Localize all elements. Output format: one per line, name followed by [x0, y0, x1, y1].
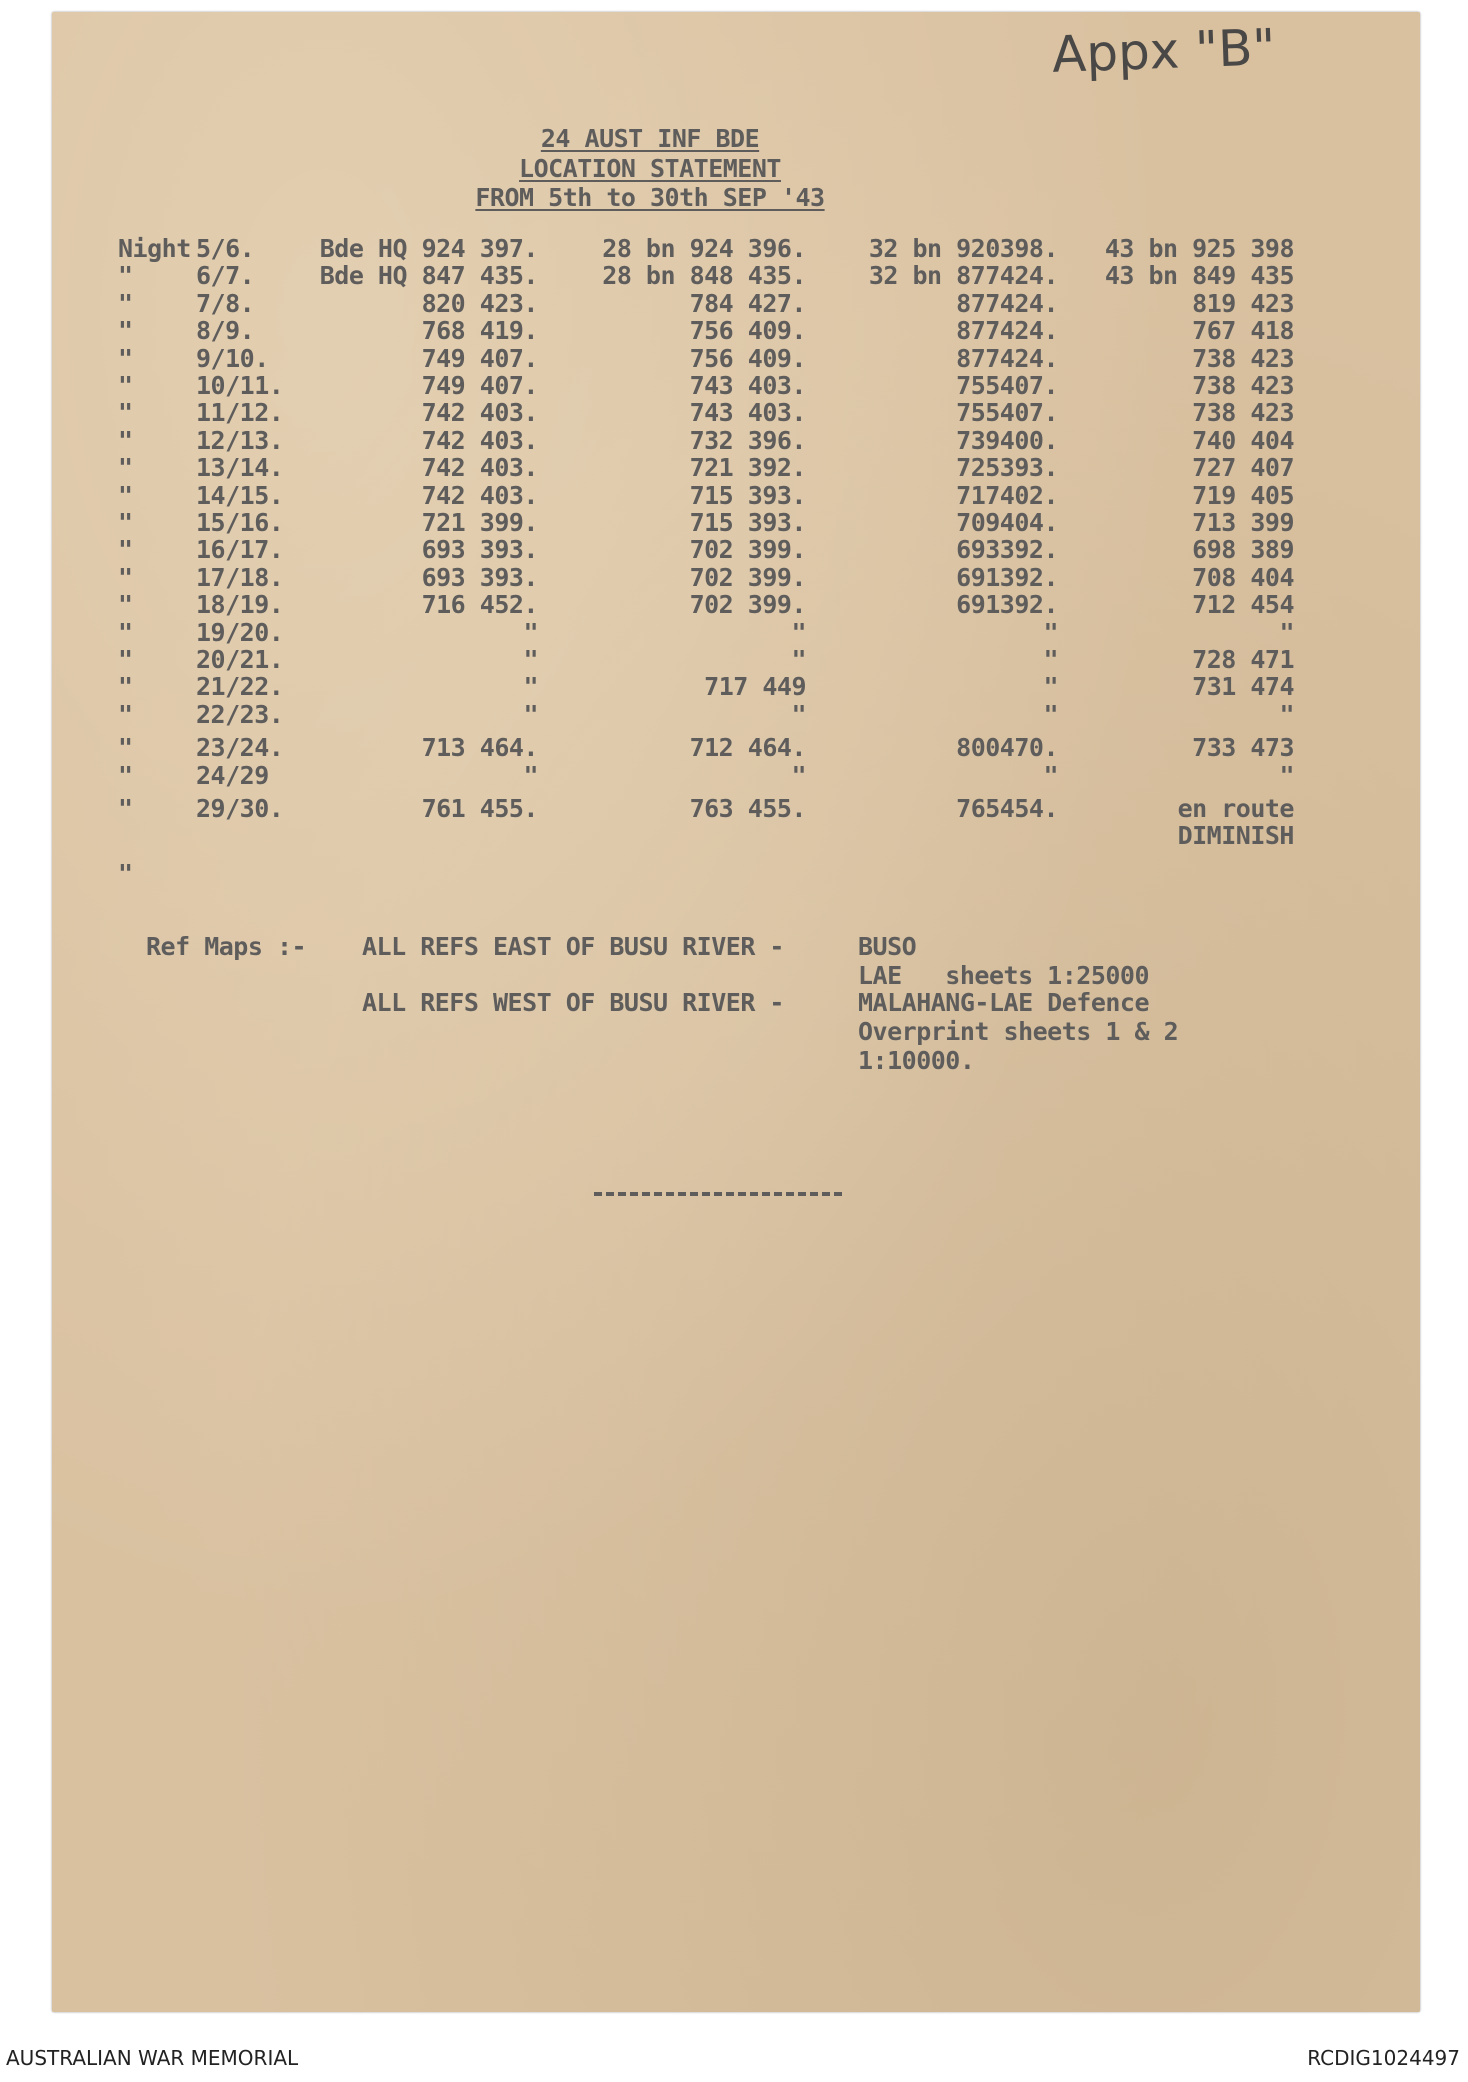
row-43-bn-ref: 740 404: [1192, 426, 1294, 455]
table-row: [0, 796, 1468, 824]
table-row: [0, 400, 1468, 428]
row-night-date: 18/19.: [196, 590, 284, 619]
row-32-bn-ref: ": [1043, 645, 1058, 674]
row-night-date: 6/7.: [196, 261, 255, 290]
row-28-bn-ref: ": [791, 761, 806, 790]
row-43-bn-ref: ": [1279, 761, 1294, 790]
row-28-bn-ref: 702 399.: [689, 535, 806, 564]
footer-record-id: RCDIG1024497: [1307, 2046, 1460, 2070]
row-32-bn-ref: 691392.: [956, 590, 1058, 619]
ref-east-line-1: BUSO: [858, 932, 917, 961]
row-bde-hq-ref: 768 419.: [421, 316, 538, 345]
table-row: [0, 565, 1468, 593]
row-43-bn-ref: 43 bn 849 435: [1104, 261, 1294, 290]
row-night-date: 5/6.: [196, 234, 255, 263]
row-32-bn-ref: 877424.: [956, 316, 1058, 345]
row-night-date: 29/30.: [196, 794, 284, 823]
row-28-bn-ref: 717 449: [704, 672, 806, 701]
row-night-date: 7/8.: [196, 289, 255, 318]
row-28-bn-ref: 756 409.: [689, 344, 806, 373]
row-night-date: 15/16.: [196, 508, 284, 537]
ref-west-line-2: Overprint sheets 1 & 2: [858, 1017, 1179, 1046]
row-32-bn-ref: 32 bn 920398.: [868, 234, 1058, 263]
row-ditto-mark: ": [118, 672, 133, 701]
row-43-bn-ref: 733 473: [1192, 733, 1294, 762]
row-bde-hq-ref: 721 399.: [421, 508, 538, 537]
row-bde-hq-ref: 693 393.: [421, 535, 538, 564]
row-43-bn-ref: en route: [1177, 794, 1294, 823]
row-ditto-mark: ": [118, 761, 133, 790]
row-28-bn-ref: 28 bn 848 435.: [602, 261, 806, 290]
row-32-bn-ref: 717402.: [956, 481, 1058, 510]
row-bde-hq-ref: 693 393.: [421, 563, 538, 592]
row-bde-hq-ref: ": [523, 618, 538, 647]
row-night-date: 17/18.: [196, 563, 284, 592]
table-row: [0, 861, 1468, 889]
row-ditto-mark: ": [118, 344, 133, 373]
row-bde-hq-ref: 761 455.: [421, 794, 538, 823]
row-ditto-mark: ": [118, 371, 133, 400]
row-ditto-mark: ": [118, 426, 133, 455]
table-row: [0, 537, 1468, 565]
row-28-bn-ref: 743 403.: [689, 371, 806, 400]
table-row: [0, 647, 1468, 675]
table-row: [0, 620, 1468, 648]
row-43-bn-ref: 727 407: [1192, 453, 1294, 482]
table-row: [0, 510, 1468, 538]
row-night-date: 8/9.: [196, 316, 255, 345]
row-bde-hq-ref: ": [523, 761, 538, 790]
row-43-bn-ref: ": [1279, 700, 1294, 729]
row-bde-hq-ref: 713 464.: [421, 733, 538, 762]
handwritten-annotation: Appx "B": [1051, 18, 1277, 84]
row-43-bn-ref: 713 399: [1192, 508, 1294, 537]
row-night-date: 14/15.: [196, 481, 284, 510]
row-ditto-mark: ": [118, 261, 133, 290]
row-bde-hq-ref: Bde HQ 924 397.: [319, 234, 538, 263]
row-bde-hq-ref: 742 403.: [421, 453, 538, 482]
row-43-bn-ref: 719 405: [1192, 481, 1294, 510]
row-43-bn-ref: 819 423: [1192, 289, 1294, 318]
row-28-bn-ref: ": [791, 700, 806, 729]
table-row: [0, 263, 1468, 291]
row-night-date: 22/23.: [196, 700, 284, 729]
row-bde-hq-ref: ": [523, 700, 538, 729]
row-43-bn-ref: 43 bn 925 398: [1104, 234, 1294, 263]
row-43-bn-ref: 738 423: [1192, 344, 1294, 373]
row-28-bn-ref: 763 455.: [689, 794, 806, 823]
row-32-bn-ref: 709404.: [956, 508, 1058, 537]
row-28-bn-ref: 732 396.: [689, 426, 806, 455]
row-ditto-mark: ": [118, 508, 133, 537]
row-32-bn-ref: 693392.: [956, 535, 1058, 564]
ref-east-line-2: LAE sheets 1:25000: [858, 961, 1150, 990]
row-night-date: 24/29: [196, 761, 269, 790]
row-bde-hq-ref: ": [523, 672, 538, 701]
row-night-date: 10/11.: [196, 371, 284, 400]
row-night-date: 20/21.: [196, 645, 284, 674]
row-32-bn-ref: 32 bn 877424.: [868, 261, 1058, 290]
ref-east-label: ALL REFS EAST OF BUSU RIVER -: [362, 932, 784, 961]
table-row: [0, 735, 1468, 763]
row-night-date: 12/13.: [196, 426, 284, 455]
row-ditto-mark: ": [118, 563, 133, 592]
table-row: [0, 483, 1468, 511]
row-43-bn-ref: 708 404: [1192, 563, 1294, 592]
table-row: [0, 674, 1468, 702]
row-32-bn-ref: 877424.: [956, 344, 1058, 373]
table-row: [0, 346, 1468, 374]
row-bde-hq-ref: 716 452.: [421, 590, 538, 619]
row-28-bn-ref: 715 393.: [689, 508, 806, 537]
row-bde-hq-ref: Bde HQ 847 435.: [319, 261, 538, 290]
row-bde-hq-ref: 742 403.: [421, 398, 538, 427]
row-28-bn-ref: 702 399.: [689, 563, 806, 592]
row-night-date: 9/10.: [196, 344, 269, 373]
row-28-bn-ref: 28 bn 924 396.: [602, 234, 806, 263]
row-bde-hq-ref: ": [523, 645, 538, 674]
row-night-date: 21/22.: [196, 672, 284, 701]
row-ditto-mark: ": [118, 859, 133, 888]
row-ditto-mark: ": [118, 453, 133, 482]
row-43-bn-ref: DIMINISH: [1177, 821, 1294, 850]
row-28-bn-ref: 756 409.: [689, 316, 806, 345]
row-28-bn-ref: 721 392.: [689, 453, 806, 482]
row-43-bn-ref: 738 423: [1192, 371, 1294, 400]
row-bde-hq-ref: 742 403.: [421, 426, 538, 455]
row-28-bn-ref: 715 393.: [689, 481, 806, 510]
row-ditto-mark: ": [118, 398, 133, 427]
row-28-bn-ref: 743 403.: [689, 398, 806, 427]
row-bde-hq-ref: 749 407.: [421, 371, 538, 400]
row-ditto-mark: ": [118, 590, 133, 619]
table-row: [0, 236, 1468, 264]
row-ditto-mark: ": [118, 481, 133, 510]
row-night-date: 19/20.: [196, 618, 284, 647]
row-43-bn-ref: 728 471: [1192, 645, 1294, 674]
row-bde-hq-ref: 742 403.: [421, 481, 538, 510]
title-unit: 24 AUST INF BDE: [540, 124, 760, 153]
row-bde-hq-ref: 749 407.: [421, 344, 538, 373]
ref-west-label: ALL REFS WEST OF BUSU RIVER -: [362, 988, 784, 1017]
row-32-bn-ref: ": [1043, 672, 1058, 701]
row-28-bn-ref: ": [791, 645, 806, 674]
row-43-bn-ref: 738 423: [1192, 398, 1294, 427]
table-row: [0, 373, 1468, 401]
row-43-bn-ref: 767 418: [1192, 316, 1294, 345]
row-28-bn-ref: 702 399.: [689, 590, 806, 619]
table-row: [0, 823, 1468, 851]
row-night-date: 11/12.: [196, 398, 284, 427]
row-32-bn-ref: 691392.: [956, 563, 1058, 592]
row-32-bn-ref: 755407.: [956, 371, 1058, 400]
row-32-bn-ref: ": [1043, 761, 1058, 790]
row-ditto-mark: ": [118, 733, 133, 762]
title-period: FROM 5th to 30th SEP '43: [475, 183, 825, 212]
row-ditto-mark: ": [118, 700, 133, 729]
row-ditto-mark: ": [118, 618, 133, 647]
row-43-bn-ref: 731 474: [1192, 672, 1294, 701]
title-statement: LOCATION STATEMENT: [519, 154, 781, 183]
row-32-bn-ref: ": [1043, 700, 1058, 729]
table-row: [0, 592, 1468, 620]
row-32-bn-ref: 755407.: [956, 398, 1058, 427]
row-32-bn-ref: 800470.: [956, 733, 1058, 762]
ref-west-line-1: MALAHANG-LAE Defence: [858, 988, 1150, 1017]
row-28-bn-ref: 712 464.: [689, 733, 806, 762]
row-ditto-mark: ": [118, 645, 133, 674]
table-row: [0, 763, 1468, 791]
row-ditto-mark: Night: [118, 234, 191, 263]
ref-maps-label: Ref Maps :-: [146, 932, 307, 961]
row-night-date: 13/14.: [196, 453, 284, 482]
table-row: [0, 702, 1468, 730]
row-43-bn-ref: ": [1279, 618, 1294, 647]
row-43-bn-ref: 698 389: [1192, 535, 1294, 564]
footer-archive-name: AUSTRALIAN WAR MEMORIAL: [6, 2046, 299, 2070]
row-ditto-mark: ": [118, 535, 133, 564]
row-32-bn-ref: ": [1043, 618, 1058, 647]
table-row: [0, 455, 1468, 483]
row-28-bn-ref: 784 427.: [689, 289, 806, 318]
row-32-bn-ref: 725393.: [956, 453, 1058, 482]
row-43-bn-ref: 712 454: [1192, 590, 1294, 619]
row-night-date: 23/24.: [196, 733, 284, 762]
row-32-bn-ref: 739400.: [956, 426, 1058, 455]
row-32-bn-ref: 765454.: [956, 794, 1058, 823]
row-bde-hq-ref: 820 423.: [421, 289, 538, 318]
ref-west-line-3: 1:10000.: [858, 1046, 975, 1075]
closing-divider: [594, 1192, 842, 1196]
table-row: [0, 428, 1468, 456]
table-row: [0, 291, 1468, 319]
row-night-date: 16/17.: [196, 535, 284, 564]
row-32-bn-ref: 877424.: [956, 289, 1058, 318]
row-ditto-mark: ": [118, 794, 133, 823]
table-row: [0, 318, 1468, 346]
row-28-bn-ref: ": [791, 618, 806, 647]
row-ditto-mark: ": [118, 289, 133, 318]
row-ditto-mark: ": [118, 316, 133, 345]
